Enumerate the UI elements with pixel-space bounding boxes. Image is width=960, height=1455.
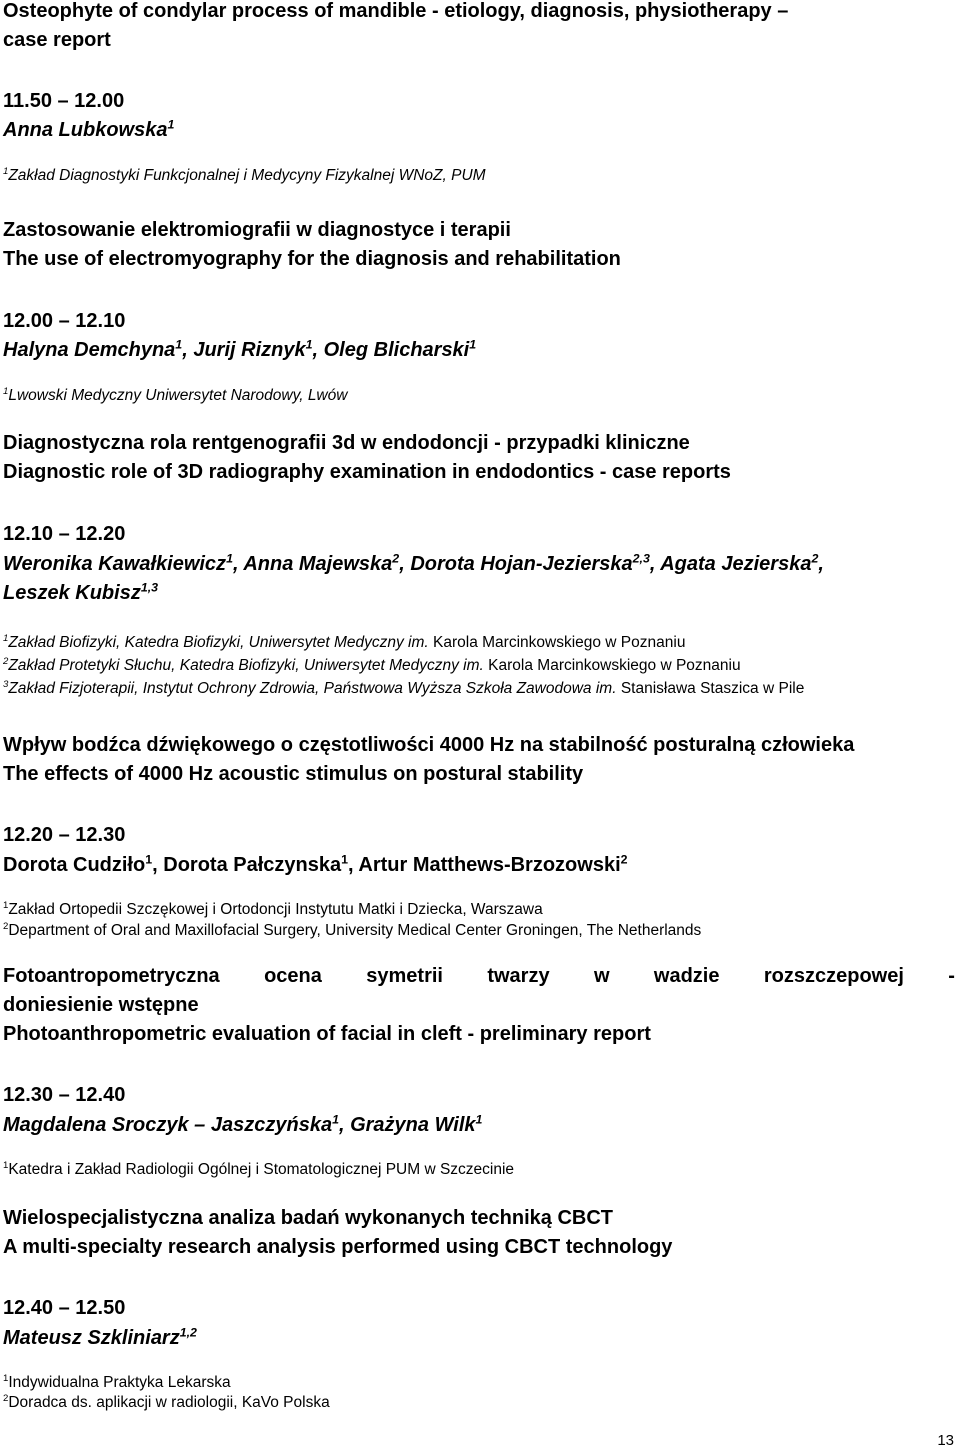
aff-sup: 1 — [3, 899, 9, 911]
aff-text: Doradca ds. aplikacji w radiologii, KaVo Polska — [8, 1394, 330, 1411]
session-affiliation — [3, 922, 701, 940]
author-sup: 1,3 — [140, 580, 159, 595]
aff-sup: 1 — [3, 1159, 9, 1171]
author-sup: 2,3 — [632, 551, 650, 566]
author-name: Leszek Kubisz — [3, 582, 141, 604]
session-title-en: The use of electromyography for the diagnosis and rehabilitation — [3, 248, 621, 270]
session-authors: Halyna Demchyna$^1$, Jurij Riznyk$^1$, Oleg Blicharski$^1$ — [3, 337, 477, 361]
session-title-en: Photoanthropometric evaluation of facial in cleft - preliminary report — [3, 1023, 651, 1045]
author-name: Artur Matthews-Brzozowski — [358, 854, 621, 876]
aff-sup: 1 — [3, 1372, 9, 1384]
title-word: ocena — [264, 965, 322, 987]
aff-text: Katedra i Zakład Radiologii Ogólnej i Stomatologicznej PUM w Szczecinie — [8, 1161, 515, 1178]
session-time: 11.50 – 12.00 — [3, 90, 125, 112]
title-word: wadzie — [653, 965, 720, 987]
session-affiliation — [3, 657, 741, 675]
author-name: Agata Jezierska — [660, 553, 812, 575]
aff-text-plain: Stanisława Staszica w Pile — [620, 680, 805, 697]
session-time: 12.40 – 12.50 — [3, 1297, 126, 1319]
author-name: Dorota Cudziło — [3, 854, 146, 876]
title-word: twarzy — [487, 965, 550, 987]
aff-text: Zakład Fizjoterapii, Instytut Ochrony Zdrowia, Państwowa Wyższa Szkoła Zawodowa im. — [8, 680, 617, 697]
session-title-pl: Wielospecjalistyczna analiza badań wykonanych techniką CBCT — [3, 1207, 614, 1229]
aff-text: Zakład Biofizyki, Katedra Biofizyki, Uniwersytet Medyczny im. — [8, 634, 429, 651]
session-time: 12.00 – 12.10 — [3, 310, 126, 332]
session-affiliation — [3, 387, 347, 405]
aff-sup: 1 — [3, 385, 9, 397]
session-affiliation — [3, 1374, 231, 1392]
author-sup: 1 — [475, 1112, 483, 1127]
author-name: Dorota Pałczynska — [163, 854, 342, 876]
session-time: 12.10 – 12.20 — [3, 523, 126, 545]
aff-text: Zakład Ortopedii Szczękowej i Ortodoncji Instytutu Matki i Dziecka, Warszawa — [8, 901, 543, 918]
aff-text: Lwowski Medyczny Uniwersytet Narodowy, Lwów — [8, 387, 348, 404]
title-word: symetrii — [366, 965, 443, 987]
author-sup: 1 — [226, 551, 233, 566]
aff-sup: 2 — [3, 920, 9, 932]
session-time: 12.30 – 12.40 — [3, 1084, 126, 1106]
session-title-pl: Diagnostyczna rola rentgenografii 3d w endodoncji - przypadki kliniczne — [3, 432, 690, 454]
title-word: rozszczepowej — [763, 965, 904, 987]
session-title-pl: Zastosowanie elektromiografii w diagnostyce i terapii — [3, 219, 511, 241]
session-affiliation — [3, 1161, 514, 1179]
page-number: 13 — [937, 1432, 954, 1449]
author-name: Anna Majewska — [243, 553, 393, 575]
session-affiliation — [3, 167, 486, 185]
title-word: w — [593, 965, 610, 987]
author-name: Halyna Demchyna — [3, 339, 176, 361]
author-name: Grażyna Wilk — [350, 1114, 476, 1136]
author-sup: 1 — [167, 117, 175, 132]
author-name: Anna Lubkowska — [3, 119, 168, 141]
author-sup: 1,2 — [179, 1325, 197, 1340]
aff-text: Department of Oral and Maxillofacial Surgery, University Medical Center Groningen, The Netherlands — [8, 922, 702, 939]
session-affiliation — [3, 901, 543, 919]
session-time: 12.20 – 12.30 — [3, 824, 126, 846]
author-sup: 1 — [469, 337, 477, 352]
aff-text: Indywidualna Praktyka Lekarska — [8, 1374, 231, 1391]
author-name: Mateusz Szkliniarz — [3, 1327, 180, 1349]
session-authors: Dorota Cudziło$^1$, Dorota Pałczynska$^1$, Artur Matthews-Brzozowski$^2$ — [3, 852, 628, 876]
aff-sup: 3 — [3, 678, 9, 690]
author-sup: 1 — [145, 852, 153, 867]
author-sup: 1 — [332, 1112, 339, 1127]
aff-sup: 1 — [3, 632, 9, 644]
aff-sup: 2 — [3, 1392, 9, 1404]
intro-title-line1: Osteophyte of condylar process of mandible - etiology, diagnosis, physiotherapy – — [3, 0, 789, 22]
session-affiliation — [3, 1394, 330, 1412]
session-authors: Magdalena Sroczyk – Jaszczyńska$^1$, Grażyna Wilk$^1$ — [3, 1112, 483, 1136]
author-name: Jurij Riznyk — [193, 339, 306, 361]
author-name: Oleg Blicharski — [323, 339, 470, 361]
aff-text-plain: Karola Marcinkowskiego w Poznaniu — [433, 634, 686, 651]
session-title-pl: Wpływ bodźca dźwiękowego o częstotliwości 4000 Hz na stabilność posturalną człowieka — [3, 734, 855, 756]
aff-text: Zakład Protetyki Słuchu, Katedra Biofizyki, Uniwersytet Medyczny im. — [8, 657, 484, 674]
session-affiliation — [3, 680, 804, 698]
author-sup: 2 — [392, 551, 400, 566]
author-name: Magdalena Sroczyk – Jaszczyńska — [3, 1114, 333, 1136]
session-title-en: A multi-specialty research analysis performed using CBCT technology — [3, 1236, 673, 1258]
session-title-pl-cont: doniesienie wstępne — [3, 994, 199, 1016]
intro-title-line2: case report — [3, 29, 111, 51]
session-title-pl — [3, 965, 955, 988]
aff-text-plain: Karola Marcinkowskiego w Poznaniu — [488, 657, 741, 674]
session-authors: Weronika Kawałkiewicz$^1$, Anna Majewska$^2$, Dorota Hojan-Jezierska$^{2,3}$, Agata Jezierska$^2$, — [3, 551, 824, 575]
author-name: Dorota Hojan-Jezierska — [410, 553, 633, 575]
author-sup: 1 — [305, 337, 313, 352]
session-affiliation — [3, 634, 685, 652]
aff-sup: 1 — [3, 165, 9, 177]
title-word: - — [948, 965, 955, 987]
author-sup: 1 — [175, 337, 183, 352]
session-authors — [3, 1327, 197, 1350]
session-title-en: Diagnostic role of 3D radiography examination in endodontics - case reports — [3, 461, 731, 483]
author-sup: 1 — [341, 852, 349, 867]
author-sup: 2 — [811, 551, 819, 566]
title-word: Fotoantropometryczna — [3, 965, 220, 987]
session-title-en: The effects of 4000 Hz acoustic stimulus on postural stability — [3, 763, 584, 785]
aff-sup: 2 — [3, 655, 9, 667]
aff-text: Zakład Diagnostyki Funkcjonalnej i Medycyny Fizykalnej WNoZ, PUM — [8, 167, 486, 184]
session-authors-cont — [3, 582, 158, 605]
author-sup: 2 — [620, 852, 628, 867]
author-name: Weronika Kawałkiewicz — [3, 553, 227, 575]
session-authors — [3, 119, 174, 142]
